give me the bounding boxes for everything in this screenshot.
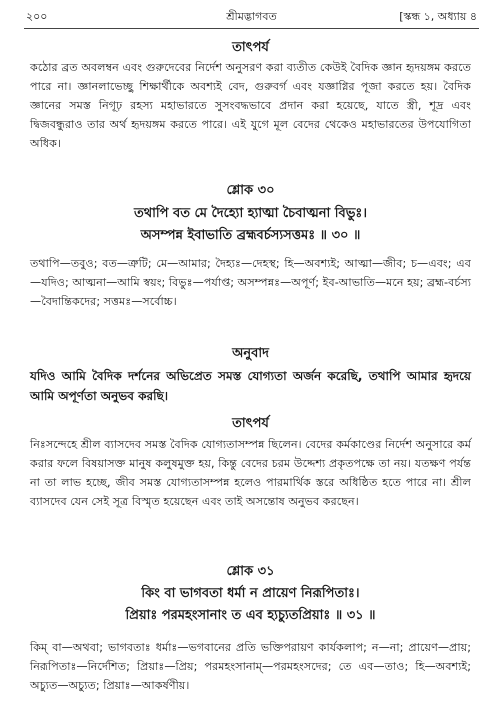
verse-30-heading: শ্লোক ৩০: [226, 183, 275, 198]
verse-30-translation: যদিও আমি বৈদিক দর্শনের অভিপ্রেত সমস্ত যোগ্যতা অর্জন করেছি, তথাপি আমার হৃদয়ে আমি অপূর্ণতা অনুভব করছি।: [30, 369, 471, 403]
verse-30-line-1: তথাপি বত মে দৈহ্যো হ্যাত্মা চৈবাত্মনা বিভুঃ।: [133, 206, 368, 221]
purport-heading: তাৎপর্য: [232, 40, 269, 55]
book-title: শ্রীমদ্ভাগবত: [226, 10, 277, 23]
verse-31-heading: শ্লোক ৩১: [226, 564, 275, 579]
verse-31-line-1: কিং বা ভাগবতা ধর্মা ন প্রায়েণ নিরূপিতাঃ।: [141, 586, 360, 601]
verse-31-synonyms: কিম্ বা—অথবা; ভাগবতাঃ ধর্মাঃ—ভগবানের প্রতি ভক্তিপরায়ণ কার্যকলাপ; ন—না; প্রায়েণ—প্রায়; নিরূপিতাঃ—নির্দেশিত; প্রিয়াঃ—প্রিয়; পরমহংসানাম্—পরমহংসদের; তে এব—তাও; হি—অবশ্যই; অচ্যুত—অচ্যুত; প্রিয়াঃ—আকর্ষণীয়।: [30, 641, 471, 692]
verse-30-purport: নিঃসন্দেহে শ্রীল ব্যাসদেব সমস্ত বৈদিক যোগ্যতাসম্পন্ন ছিলেন। বেদের কর্মকাণ্ডের নির্দেশ অনুসারে কর্ম করার ফলে বিষয়াসক্ত মানুষ কলুষমুক্ত হয়, কিন্তু বেদের চরম উদ্দেশ্য প্রকৃতপক্ষে তা নয়। যতক্ষণ পর্যন্ত না তা লাভ হচ্ছে, জীব সমস্ত যোগ্যতাসম্পন্ন হলেও পারমার্থিক স্তরে অধিষ্ঠিত হতে পারে না। শ্রীল ব্যাসদেব যেন সেই সূত্র বিস্মৃত হয়েছেন এবং তাই অসন্তোষ অনুভব করছেন।: [30, 438, 471, 508]
purport-text: কঠোর ব্রত অবলম্বন এবং গুরুদেবের নির্দেশ অনুসরণ করা ব্যতীত কেউই বৈদিক জ্ঞান হৃদয়ঙ্গম করতে পারে না। জ্ঞানলাভেচ্ছু শিক্ষার্থীকে অবশ্যই বেদ, গুরুবর্গ এবং যজ্ঞাগ্নির পূজা করতে হয়। বৈদিক জ্ঞানের সমস্ত নিগূঢ় রহস্য মহাভারতে সুসংবদ্ধভাবে প্রদান করা হয়েছে, যাতে স্ত্রী, শূদ্র এবং দ্বিজবন্ধুরাও তার অর্থ হৃদয়ঙ্গম করতে পারে। এই যুগে মূল বেদের থেকেও মহাভারতের উপযোগিতা অধিক।: [30, 61, 471, 150]
verse-30-synonyms: তথাপি—তবুও; বত—ত্রুটি; মে—আমার; দৈহ্যঃ—দেহস্থ; হি—অবশ্যই; আত্মা—জীব; চ—এবং; এব—যদিও; আত্মনা—আমি স্বয়ং; বিভুঃ—পর্যাপ্ত; অসম্পন্নঃ—অপূর্ণ; ইব-আভাতি—মনে হয়; ব্রহ্ম-বর্চস্য—বৈদান্তিকদের; সত্তমঃ—সর্বোচ্চ।: [30, 257, 471, 308]
chapter-reference: [স্কন্ধ ১, অধ্যায় ৪: [399, 10, 477, 23]
header-rule: [24, 28, 479, 29]
verse-30-line-2: অসম্পন্ন ইবাভাতি ব্রহ্মবর্চস্যসত্তমঃ ॥ ৩০ ॥: [140, 228, 361, 243]
page-header: [26, 8, 477, 26]
page-number: ২০০: [26, 10, 48, 23]
verse-30-purport-heading: তাৎপর্য: [232, 416, 269, 431]
verse-31-line-2: প্রিয়াঃ পরমহংসানাং ত এব হ্যচ্যুতপ্রিয়াঃ ॥ ৩১ ॥: [125, 608, 376, 623]
verse-30-translation-heading: অনুবাদ: [232, 346, 269, 361]
